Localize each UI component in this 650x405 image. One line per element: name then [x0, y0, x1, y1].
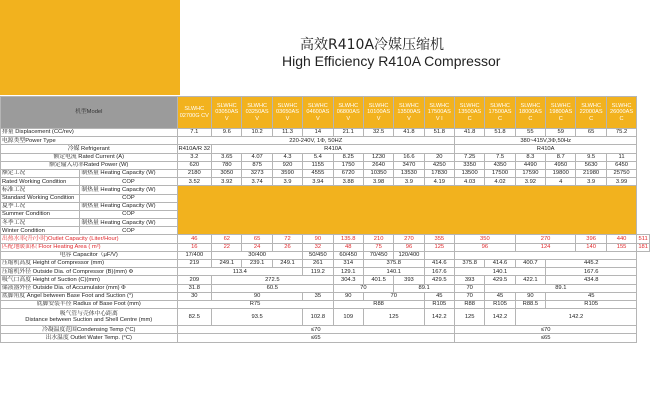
table-cell: 45: [424, 292, 454, 300]
table-cell: R410A: [212, 145, 455, 153]
brand-color-block: [0, 0, 180, 95]
table-cell: 4350: [485, 161, 515, 169]
table-cell: 414.6: [485, 260, 515, 268]
table-cell: 375.8: [454, 260, 484, 268]
table-cell: 400.7: [515, 260, 545, 268]
table-cell: R75: [177, 300, 333, 308]
row-label: 制热量 Heating Capacity (W): [80, 219, 177, 227]
table-cell: 55: [515, 129, 545, 137]
table-cell: 82.5: [177, 309, 212, 326]
table-cell: 142.2: [424, 309, 454, 326]
table-cell: 1Z30: [363, 153, 393, 161]
table-cell: 72: [272, 235, 302, 243]
table-cell: 13530: [394, 169, 424, 177]
table-cell: 2640: [363, 161, 393, 169]
table-cell: 3.98: [363, 178, 393, 186]
table-cell: 65: [576, 129, 606, 137]
table-cell: 511: [638, 235, 648, 242]
table-row: [1, 129, 650, 137]
table-cell: 440: [606, 235, 637, 243]
model-cell: SLWHC 04600AS V: [303, 97, 333, 129]
table-cell: 429.5: [485, 276, 515, 284]
table-cell: 16: [177, 243, 212, 251]
table-row: [1, 276, 650, 284]
table-cell: 167.6: [546, 268, 637, 276]
table-cell: 8.25: [333, 153, 363, 161]
table-cell: 261: [303, 260, 333, 268]
table-cell: 355: [424, 235, 454, 243]
table-cell: 17590: [515, 169, 545, 177]
table-cell: 7.1: [177, 129, 212, 137]
row-label: COP: [80, 194, 177, 202]
table-cell: 17830: [424, 169, 454, 177]
row-label: 吸气口高度 Height of Suction (C)(mm): [1, 276, 178, 284]
row-label: 底脚安装半径 Radius of Base Foot (mm): [1, 300, 178, 308]
table-cell: 129.1: [333, 268, 363, 276]
table-cell: 380~415V,3Φ,50Hz: [454, 137, 636, 145]
group-label-summer: 夏季工况: [1, 202, 80, 210]
table-cell: 920: [272, 161, 302, 169]
table-cell: 50/450: [303, 251, 333, 259]
table-cell: 16.6: [394, 153, 424, 161]
row-label: 排量 Displacement (CC/rev): [1, 129, 178, 137]
table-cell: 32.5: [363, 129, 393, 137]
table-row: [1, 153, 650, 161]
row-label: 出水温度 Outlet Water Temp. (°C): [1, 334, 178, 342]
table-row: [1, 137, 650, 145]
table-cell: 10.2: [242, 129, 272, 137]
table-cell: 70: [333, 284, 394, 292]
model-cell: SLWHC 06800AS V: [333, 97, 363, 129]
table-cell: 109: [333, 309, 363, 326]
table-cell: 3350: [454, 161, 484, 169]
row-label-zh: 吸气管与壳体中心距离: [59, 310, 118, 317]
table-cell: R105: [546, 300, 637, 308]
table-row: [1, 169, 650, 177]
model-cell: SLWHC 03050AS V: [212, 97, 242, 129]
table-cell: 11.3: [272, 129, 302, 137]
table-cell: R88: [454, 300, 484, 308]
row-label: 压缩机高度 Height of Compressor (mm): [1, 260, 178, 268]
row-label: 匹配地暖面积 Floor Heating Area ( m²): [1, 243, 178, 251]
table-cell: 3.92: [212, 178, 242, 186]
table-cell: 393: [394, 276, 424, 284]
table-cell: ≤70: [454, 326, 636, 334]
table-cell: 7.5: [485, 153, 515, 161]
table-row: [1, 145, 650, 153]
row-label: 制热量 Heating Capacity (W): [80, 169, 177, 177]
table-cell: 272.5: [212, 276, 333, 284]
table-cell: 4490: [515, 161, 545, 169]
table-cell: 46: [177, 235, 212, 243]
table-cell: 5630: [576, 161, 606, 169]
table-cell: 24: [242, 243, 272, 251]
table-cell: 11: [606, 153, 637, 161]
table-cell: R88: [333, 300, 424, 308]
table-cell: 21.1: [333, 129, 363, 137]
table-cell: [454, 251, 636, 259]
row-label: 制热量 Heating Capacity (W): [80, 186, 177, 194]
table-cell: ≤70: [177, 326, 454, 334]
row-label-en: Distance between Suction and Shell Centre (mm): [25, 317, 153, 324]
row-label: 电容 Capacitor（μF/V): [1, 251, 178, 259]
table-cell: 35: [303, 292, 333, 300]
page-title-zh: 高效R410A冷媒压缩机: [300, 37, 445, 53]
table-cell: 270: [515, 235, 576, 243]
table-cell: 350: [454, 235, 515, 243]
table-cell: 3.74: [242, 178, 272, 186]
table-cell: 14: [303, 129, 333, 137]
table-cell: 401.5: [363, 276, 393, 284]
group-label-rated-en: Rated Working Condition: [1, 178, 80, 186]
model-cell: SLWHC 26000AS C: [606, 97, 637, 129]
table-cell: 70: [363, 292, 424, 300]
table-row: [1, 243, 650, 251]
row-label: 出热水率(升/小时)Outlet Capacity (Liter/Hour): [1, 235, 178, 243]
table-cell: 396: [576, 235, 606, 243]
table-cell: R105: [424, 300, 454, 308]
model-header: 机型Model: [1, 97, 178, 129]
table-cell: 181: [638, 244, 648, 251]
table-cell: 3.9: [272, 178, 302, 186]
table-cell: 125: [454, 309, 484, 326]
table-row: [1, 268, 650, 276]
table-row: [1, 326, 650, 334]
table-row: [1, 260, 650, 268]
table-cell: 4555: [303, 169, 333, 177]
table-cell: 3.99: [606, 178, 637, 186]
table-cell: 21980: [576, 169, 606, 177]
table-cell: R410A: [454, 145, 636, 153]
table-cell: 25750: [606, 169, 637, 177]
row-label: 电源类型Power Type: [1, 137, 178, 145]
table-cell: 45: [485, 292, 515, 300]
table-cell: 2180: [177, 169, 212, 177]
table-cell: 9.6: [212, 129, 242, 137]
table-cell: 393: [454, 276, 484, 284]
spec-table: [0, 96, 650, 343]
model-cell: SLWHC 22000AS C: [576, 97, 606, 129]
table-cell: 3.92: [515, 178, 545, 186]
model-cell: SLWHC 10100AS V: [363, 97, 393, 129]
model-cell: SLWHC 13500AS C: [454, 97, 484, 129]
group-label-rated: 额定工况: [1, 169, 80, 177]
table-cell: R88.5: [515, 300, 545, 308]
table-cell: 102.8: [303, 309, 333, 326]
table-cell: 13500: [454, 169, 484, 177]
table-row: [1, 161, 650, 169]
row-label: COP: [80, 178, 177, 186]
table-cell: 3.88: [333, 178, 363, 186]
table-cell: 20: [424, 153, 454, 161]
row-label: 冷凝温度范围Condensing Temp (°C): [1, 326, 178, 334]
table-cell: 90: [333, 292, 363, 300]
table-cell: 314: [333, 260, 363, 268]
table-cell: 70/450: [363, 251, 393, 259]
group-label-winter: 冬季工况: [1, 219, 80, 227]
table-cell: 120/400: [394, 251, 424, 259]
table-cell: 210: [363, 235, 393, 243]
table-cell: 22: [212, 243, 242, 251]
table-cell: 4.07: [242, 153, 272, 161]
table-cell: 434.8: [546, 276, 637, 284]
row-label: COP: [80, 210, 177, 218]
table-cell: ≤65: [177, 334, 454, 342]
row-label: 额定电流 Rated Current (A): [1, 153, 178, 161]
table-cell: 96: [454, 243, 515, 251]
table-cell: 780: [212, 161, 242, 169]
table-cell: 142.2: [515, 309, 637, 326]
table-cell: 422.1: [515, 276, 545, 284]
group-label-standard: 标准工况: [1, 186, 80, 194]
table-cell: 3.65: [212, 153, 242, 161]
row-label: 底脚角度 Angel between Base Foot and Suction (°): [1, 292, 178, 300]
table-cell: 6450: [606, 161, 637, 169]
table-cell: 41.8: [394, 129, 424, 137]
table-cell: 6720: [333, 169, 363, 177]
model-cell: SLWHC 03250AS V: [242, 97, 272, 129]
row-label: COP: [80, 227, 177, 235]
table-cell: 93.5: [212, 309, 303, 326]
table-cell: 429.5: [424, 276, 454, 284]
table-row: [1, 235, 650, 243]
table-cell: 119.2: [303, 268, 333, 276]
table-row: [1, 186, 650, 194]
table-row: [1, 292, 650, 300]
table-cell: 31.8: [177, 284, 212, 292]
empty-conditions-block: [177, 186, 637, 235]
table-cell: 375.8: [363, 260, 424, 268]
table-cell: 1155: [303, 161, 333, 169]
model-cell: SLWHC 03650AS V: [272, 97, 302, 129]
row-label: 制热量 Heating Capacity (W): [80, 202, 177, 210]
table-cell: 96: [394, 243, 424, 251]
table-cell: 90: [303, 235, 333, 243]
table-cell: 8.7: [546, 153, 576, 161]
table-cell: 4950: [546, 161, 576, 169]
table-cell: 249.1: [212, 260, 242, 268]
table-cell: 3470: [394, 161, 424, 169]
table-cell: 4250: [424, 161, 454, 169]
table-cell: 4.3: [272, 153, 302, 161]
table-cell: 51.8: [424, 129, 454, 137]
model-cell: SLWHC 02700G CV: [177, 97, 212, 129]
table-cell: R410A/R 32: [178, 145, 211, 152]
table-cell: 89.1: [485, 284, 637, 292]
row-label: [1, 309, 178, 326]
table-cell: 90: [212, 292, 303, 300]
table-cell: 124: [515, 243, 576, 251]
table-cell: 90: [515, 292, 545, 300]
table-cell: 32: [303, 243, 333, 251]
table-cell: 3.2: [177, 153, 212, 161]
table-cell: 142.2: [485, 309, 515, 326]
table-cell: 249.1: [272, 260, 302, 268]
table-cell: 48: [333, 243, 363, 251]
table-cell: 113.4: [177, 268, 303, 276]
table-cell: R105: [485, 300, 515, 308]
table-cell: 51.8: [485, 129, 515, 137]
table-cell: 155: [606, 243, 637, 251]
table-row: [1, 309, 650, 326]
table-cell: 30/400: [212, 251, 303, 259]
table-cell: 3.9: [576, 178, 606, 186]
table-cell: ≤65: [454, 334, 636, 342]
group-label-standard-en: Standard Working Condition: [1, 194, 80, 202]
table-cell: 5.4: [303, 153, 333, 161]
table-cell: 3.52: [177, 178, 212, 186]
table-cell: 3273: [242, 169, 272, 177]
table-cell: 7.25: [454, 153, 484, 161]
table-cell: 140: [576, 243, 606, 251]
table-cell: 45: [546, 292, 637, 300]
table-cell: 26: [272, 243, 302, 251]
table-cell: 445.2: [546, 260, 637, 268]
model-cell: SLWHC 18000AS C: [515, 97, 545, 129]
table-cell: 270: [394, 235, 424, 243]
table-row: [1, 251, 650, 259]
table-row: [1, 284, 650, 292]
model-cell: SLWHC 19800AS C: [546, 97, 576, 129]
table-cell: 220-240V, 1Φ, 50HZ: [177, 137, 454, 145]
table-row: [1, 334, 650, 342]
table-cell: 75.2: [606, 129, 637, 137]
table-cell: 8.3: [515, 153, 545, 161]
row-label: 储液器外径 Outside Dia. of Accumulator (mm) Φ: [1, 284, 178, 292]
table-row: [1, 97, 650, 129]
table-cell: 30: [177, 292, 212, 300]
table-cell: 125: [424, 243, 454, 251]
table-cell: 3.9: [394, 178, 424, 186]
table-cell: 3.94: [303, 178, 333, 186]
table-cell: 125: [363, 309, 424, 326]
table-cell: 219: [177, 260, 212, 268]
table-cell: 9.5: [576, 153, 606, 161]
table-cell: 10350: [363, 169, 393, 177]
table-cell: 4: [546, 178, 576, 186]
group-label-summer-en: Summer Condition: [1, 210, 80, 218]
table-cell: 140.1: [454, 268, 545, 276]
table-cell: 17500: [485, 169, 515, 177]
table-cell: 19800: [546, 169, 576, 177]
model-cell: SLWHC 17500AS V I: [424, 97, 454, 129]
row-label: 额定输入功率Rated Power (W): [1, 161, 178, 169]
table-cell: 41.8: [454, 129, 484, 137]
table-cell: 135.8: [333, 235, 363, 243]
table-cell: 239.1: [242, 260, 272, 268]
page-title-en: High Efficiency R410A Compressor: [282, 53, 501, 69]
table-cell: 3050: [212, 169, 242, 177]
table-cell: [424, 251, 454, 259]
table-cell: 60.5: [212, 284, 333, 292]
table-cell: 89.1: [394, 284, 455, 292]
row-label: 压缩机外径 Outside Dia. of Compressor (B)(mm) Φ: [1, 268, 178, 276]
model-cell: SLWHC 13500AS V: [394, 97, 424, 129]
model-cell: SLWHC 17500AS C: [485, 97, 515, 129]
group-label-winter-en: Winter Condition: [1, 227, 80, 235]
table-cell: 1750: [333, 161, 363, 169]
table-cell: 620: [177, 161, 212, 169]
table-cell: 4.02: [485, 178, 515, 186]
table-cell: 70: [454, 292, 484, 300]
table-row: [1, 300, 650, 308]
table-row: [1, 178, 650, 186]
table-cell: 4.03: [454, 178, 484, 186]
table-cell: 4.19: [424, 178, 454, 186]
table-cell: 875: [242, 161, 272, 169]
table-cell: 70: [454, 284, 484, 292]
table-cell: 59: [546, 129, 576, 137]
row-label: 冷媒 Refrigerant: [1, 145, 178, 153]
table-cell: 62: [212, 235, 242, 243]
table-cell: 414.6: [424, 260, 454, 268]
table-cell: 167.6: [424, 268, 454, 276]
table-cell: 75: [363, 243, 393, 251]
table-cell: 140.1: [363, 268, 424, 276]
table-cell: 65: [242, 235, 272, 243]
table-cell: 17/400: [177, 251, 212, 259]
table-cell: 3590: [272, 169, 302, 177]
table-cell: 304.3: [333, 276, 363, 284]
table-cell: 209: [177, 276, 212, 284]
table-cell: 60/450: [333, 251, 363, 259]
